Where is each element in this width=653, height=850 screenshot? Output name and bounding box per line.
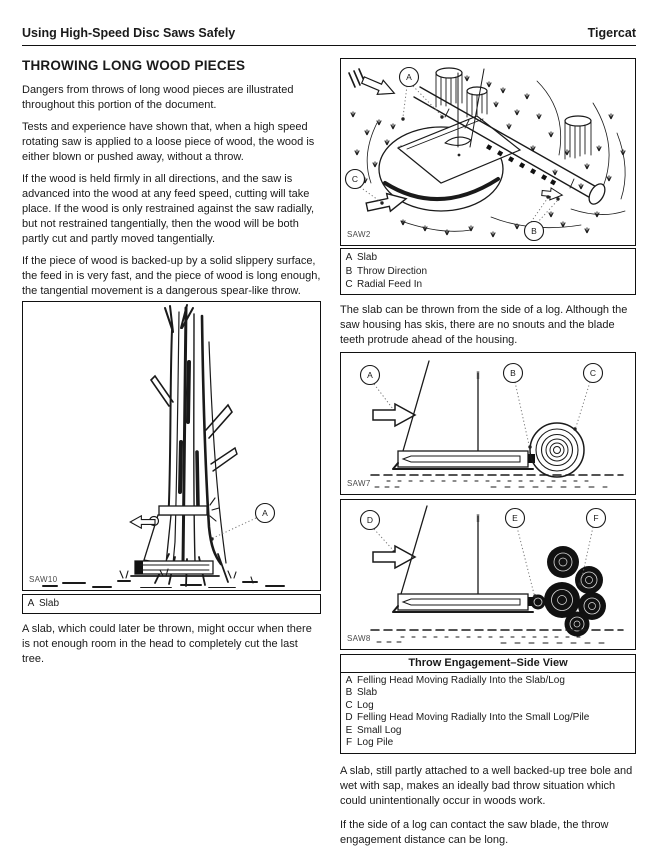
table-row — [341, 675, 635, 688]
figure-saw8 — [340, 499, 636, 650]
svg-text:E: E — [512, 512, 518, 523]
table-row — [341, 687, 635, 700]
ground — [371, 475, 623, 487]
doc-title: Using High-Speed Disc Saws Safely — [22, 26, 236, 40]
section-heading: THROWING LONG WOOD PIECES — [22, 58, 246, 73]
log-pile — [544, 546, 606, 637]
row-label: Felling Head Moving Radially Into the Slab/Log — [357, 674, 565, 686]
caption-slab-room: A slab, which could later be thrown, might occur when there is not enough room in the head to completely cut the last tree. — [22, 622, 312, 665]
paragraph-dangers: Dangers from throws of long wood pieces are illustrated throughout this portion of the document. — [22, 84, 294, 111]
saw10-illustration — [23, 302, 319, 588]
table-row — [341, 737, 635, 750]
legend-row — [341, 265, 635, 279]
legend-key: B — [345, 265, 353, 277]
figure-id-label: SAW2 — [347, 230, 371, 239]
left-column — [22, 58, 321, 674]
svg-text:D: D — [366, 514, 374, 525]
svg-text:C: C — [589, 367, 597, 378]
table-row — [341, 700, 635, 713]
figure-saw7 — [340, 352, 636, 495]
row-key: E — [345, 724, 353, 736]
log-end-rings — [530, 423, 584, 477]
svg-text:A: A — [367, 369, 373, 380]
svg-text:C: C — [351, 174, 359, 184]
table-row — [341, 725, 635, 738]
figure-id-label: SAW8 — [347, 633, 371, 643]
engagement-table — [340, 654, 636, 755]
callout-c — [573, 363, 602, 430]
row-label: Felling Head Moving Radially Into the Small Log/Pile — [357, 712, 590, 724]
legend-key: C — [345, 279, 353, 290]
brand-name: Tigercat — [587, 26, 636, 40]
saw2-legend — [340, 248, 636, 295]
legend-key: A — [345, 252, 353, 263]
legend-label: Radial Feed In — [357, 279, 423, 290]
legend-label: Slab — [39, 598, 60, 609]
saw2-illustration — [341, 59, 635, 243]
callout-c — [346, 170, 384, 205]
feed-arrow-icon — [373, 404, 415, 426]
row-label: Log — [357, 699, 374, 711]
housing-frame — [398, 116, 520, 183]
branch-right-upper — [206, 405, 232, 438]
row-key: A — [345, 674, 353, 686]
disc-saw — [379, 69, 520, 211]
paragraph-held-firmly: If the wood is held firmly in all directions, and the saw is advanced into the wood at any feed speed, cutting will take place. If the wood is only restrained against the saw radially, but not restrained tangentially, then the wood will be both partly cut and partly moved tangentially. — [22, 173, 315, 245]
saw10-legend — [22, 594, 321, 614]
svg-text:F: F — [593, 512, 599, 523]
saw-bar — [135, 561, 213, 574]
table-title: Throw Engagement–Side View — [341, 655, 635, 673]
paragraph-slab-thrown: The slab can be thrown from the side of a log. Although the saw housing has skis, there are no snouts and the blade teeth protrude ahead of the housing. — [340, 303, 628, 346]
row-label: Slab — [357, 687, 378, 699]
saw7-illustration — [341, 353, 635, 492]
legend-label: Slab — [357, 252, 378, 263]
figure-saw10 — [22, 301, 321, 591]
row-key: C — [345, 699, 353, 711]
row-label: Log Pile — [357, 737, 394, 749]
paragraph-tests: Tests and experience have shown that, when a high speed rotating saw is applied to a loose piece of wood, the wood is either blown or pushed away, without a throw. — [22, 121, 315, 163]
callout-d — [361, 510, 396, 553]
log-end — [586, 181, 608, 207]
row-key: B — [345, 687, 353, 699]
small-log — [531, 594, 546, 609]
saw-housing — [393, 594, 534, 612]
table-rows — [341, 673, 635, 754]
head-arm — [159, 506, 207, 515]
paragraph-log-side: If the side of a log can contact the saw blade, the throw engagement distance can be long. — [340, 819, 609, 847]
svg-text:A: A — [262, 508, 268, 518]
figure-saw2 — [340, 58, 636, 246]
legend-label: Throw Direction — [357, 265, 428, 277]
header-rule — [22, 45, 636, 46]
feed-arrow-icon — [373, 546, 415, 568]
saw8-illustration — [341, 500, 635, 647]
figure-id-label: SAW7 — [347, 478, 371, 488]
svg-text:B: B — [510, 367, 516, 378]
figure-id-label: SAW10 — [29, 575, 58, 584]
legend-key: A — [27, 598, 35, 609]
callout-b — [525, 195, 560, 240]
svg-text:B: B — [531, 226, 537, 236]
legend-row — [341, 278, 635, 292]
table-row — [341, 712, 635, 725]
row-key: D — [345, 712, 353, 724]
right-column — [340, 58, 636, 848]
tangential-arrow-icon — [349, 69, 397, 100]
row-key: F — [345, 737, 353, 749]
row-label: Small Log — [357, 724, 402, 736]
boom-line — [403, 361, 429, 451]
callout-b — [504, 363, 532, 448]
paragraph-backed-up: If the piece of wood is backed-up by a solid slippery surface, the feed in is very fast, and the piece of wood is long enough, the tangential movement is a dangerous spear-like throw. — [22, 255, 321, 297]
legend-row — [341, 251, 635, 265]
svg-text:A: A — [406, 72, 412, 82]
boom-line — [401, 506, 427, 594]
callout-e — [506, 508, 537, 597]
page-header — [22, 26, 636, 40]
paragraph-slab-bole: A slab, still partly attached to a well backed-up tree bole and wet with sap, makes an ideally bad throw situation which could unintentionally occur in woods work. — [340, 765, 633, 808]
legend-row — [23, 597, 320, 611]
saw-housing — [393, 451, 535, 469]
callout-a — [361, 365, 396, 412]
